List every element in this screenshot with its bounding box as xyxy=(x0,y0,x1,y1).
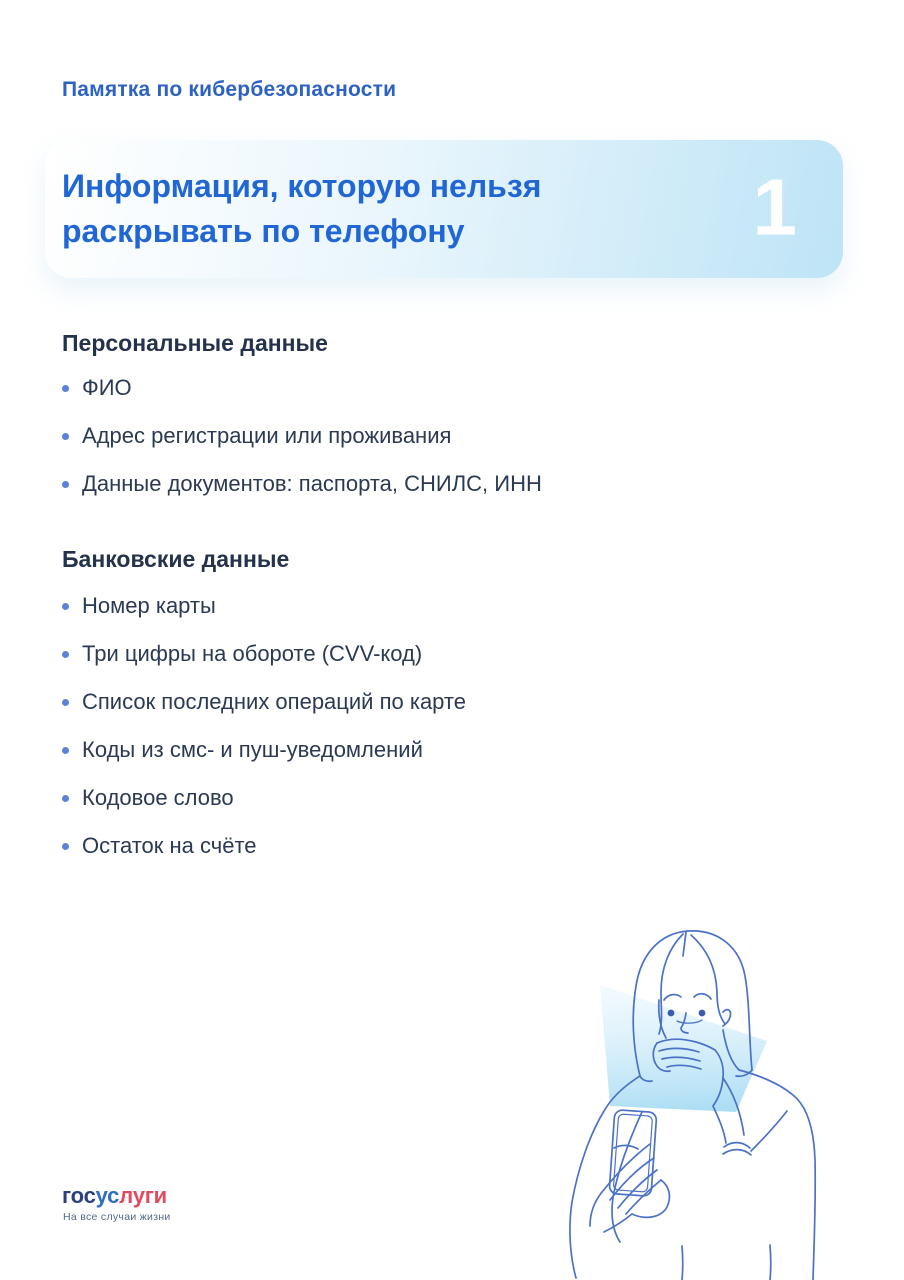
list-item-label: Три цифры на обороте (CVV-код) xyxy=(82,641,423,666)
bullet-dot-icon xyxy=(62,481,69,488)
bullet-dot-icon xyxy=(62,747,69,754)
step-number-badge: 1 xyxy=(752,162,797,252)
bullet-dot-icon xyxy=(62,603,69,610)
list-item xyxy=(62,472,542,496)
list-item-label: Номер карты xyxy=(82,593,216,618)
list-item xyxy=(62,376,542,400)
section-heading-bank-data: Банковские данные xyxy=(62,546,290,572)
bullet-dot-icon xyxy=(62,651,69,658)
logo-part-gos: гос xyxy=(62,1183,96,1208)
list-item xyxy=(62,690,466,714)
list-item-label: Список последних операций по карте xyxy=(82,689,467,714)
list-item-label: Остаток на счёте xyxy=(82,833,257,858)
hero-card xyxy=(45,140,843,278)
page-kicker: Памятка по кибербезопасности xyxy=(62,78,397,101)
list-item xyxy=(62,834,466,858)
bullet-dot-icon xyxy=(62,795,69,802)
gosuslugi-logo xyxy=(62,1183,167,1209)
list-item-label: Данные документов: паспорта, СНИЛС, ИНН xyxy=(82,471,542,496)
personal-data-list xyxy=(62,376,542,520)
page-title-line2: раскрывать по телефону xyxy=(62,213,465,249)
page-title-line1: Информация, которую нельзя xyxy=(62,168,542,204)
section-heading-personal-data: Персональные данные xyxy=(62,330,328,356)
logo-part-us: ус xyxy=(95,1183,120,1208)
worried-woman-illustration xyxy=(530,900,904,1280)
list-item xyxy=(62,786,466,810)
list-item-label: Коды из смс- и пуш-уведомлений xyxy=(82,737,423,762)
logo-part-lugi: луги xyxy=(119,1183,168,1208)
list-item xyxy=(62,594,466,618)
bullet-dot-icon xyxy=(62,699,69,706)
logo-tagline: На все случаи жизни xyxy=(63,1211,171,1223)
list-item xyxy=(62,738,466,762)
list-item xyxy=(62,424,542,448)
bullet-dot-icon xyxy=(62,433,69,440)
list-item-label: Кодовое слово xyxy=(82,785,234,810)
list-item xyxy=(62,642,466,666)
bank-data-list xyxy=(62,594,466,882)
list-item-label: Адрес регистрации или проживания xyxy=(82,423,452,448)
bullet-dot-icon xyxy=(62,385,69,392)
page-title xyxy=(62,164,541,254)
bullet-dot-icon xyxy=(62,843,69,850)
list-item-label: ФИО xyxy=(82,375,132,400)
